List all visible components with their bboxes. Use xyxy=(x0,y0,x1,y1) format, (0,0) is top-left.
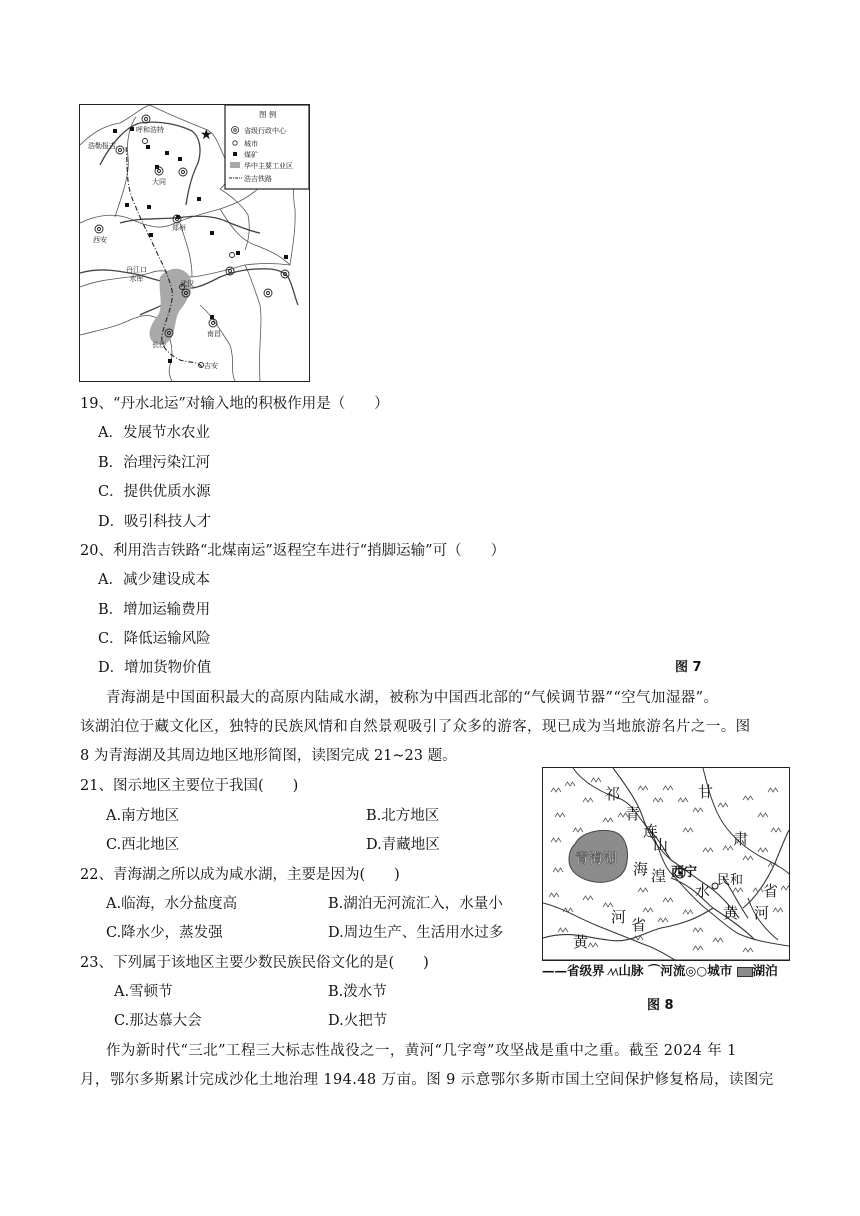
map7-legend-item-coal: 煤矿 xyxy=(244,151,258,159)
mountain-symbol xyxy=(658,918,668,922)
mountain-symbol xyxy=(758,813,768,817)
q21-option-c[interactable]: C.西北地区 xyxy=(106,837,180,853)
q19-option-b[interactable]: B．治理污染江河 xyxy=(98,455,211,471)
mountain-symbol xyxy=(771,828,781,832)
mountain-symbol xyxy=(551,838,561,842)
q20-option-b[interactable]: B．增加运输费用 xyxy=(98,602,211,618)
mountain-symbol xyxy=(563,908,573,912)
mountain-symbol xyxy=(693,946,703,950)
map7-label-zhengzhou: 郑州 xyxy=(172,224,186,232)
q22-option-c[interactable]: C.降水少，蒸发强 xyxy=(106,925,223,941)
map8-label-hai: 海 xyxy=(633,860,649,878)
q21-option-d[interactable]: D.青藏地区 xyxy=(366,837,440,853)
passage-1-line-2: 该湖泊位于藏文化区，独特的民族风情和自然景观吸引了众多的游客，现已成为当地旅游名片之一。图 xyxy=(80,719,751,735)
map7-legend-item-capital: 省级行政中心 xyxy=(244,127,286,135)
mountain-symbol xyxy=(743,796,753,800)
map8-legend xyxy=(542,961,778,979)
map8-legend-lake: 湖泊 xyxy=(752,963,778,978)
map8-label-sheng-2: 省 xyxy=(631,916,647,934)
mountain-symbol xyxy=(723,846,733,850)
mountain-symbol xyxy=(583,896,593,900)
mountain-symbol xyxy=(773,908,783,912)
q20-option-c[interactable]: C．降低运输风险 xyxy=(98,631,211,647)
map7-label-nanchang: 南昌 xyxy=(207,330,221,338)
mountain-symbol xyxy=(733,888,743,892)
figure-8-map xyxy=(542,767,790,961)
mountain-symbol xyxy=(718,803,728,807)
mountain-symbol xyxy=(549,893,559,897)
mountain-symbol xyxy=(693,928,703,932)
question-23-stem: 23、下列属于该地区主要少数民族民俗文化的是( ) xyxy=(80,955,429,971)
map8-label-shui: 水 xyxy=(695,882,711,900)
map7-legend-title: 图 例 xyxy=(259,110,277,119)
map8-lake-label: 青海湖 xyxy=(575,851,617,867)
q19-option-a[interactable]: A．发展节水农业 xyxy=(98,425,210,441)
mountain-symbol xyxy=(553,868,563,872)
map8-label-huang-2: 湟 xyxy=(651,867,667,885)
map8-label-he-river: 河 xyxy=(754,904,770,922)
q23-option-a[interactable]: A.雪顿节 xyxy=(114,984,173,1000)
q21-option-b[interactable]: B.北方地区 xyxy=(366,808,440,824)
figure-7-map xyxy=(79,104,310,382)
map8-legend-mountain-icon: ⁄\⁄\ xyxy=(608,968,619,978)
passage-2-line-1: 作为新时代“三北”工程三大标志性战役之一，黄河“几字弯”攻坚战是重中之重。截至 2024 年 1 xyxy=(106,1043,737,1059)
mountain-symbol xyxy=(693,808,703,812)
mountain-symbol xyxy=(758,848,768,852)
map8-legend-lake-icon xyxy=(737,967,753,977)
mountain-symbol xyxy=(678,798,688,802)
map8-label-lian: 连 xyxy=(643,822,659,840)
passage-1-line-3: 8 为青海湖及其周边地区地形简图，读图完成 21~23 题。 xyxy=(80,748,457,764)
map7-label-danjiangkou: 丹江口 水库 xyxy=(126,266,147,283)
map8-legend-mountain: 山脉 xyxy=(618,963,644,978)
map7-label-xian: 西安 xyxy=(93,236,107,244)
q20-option-d[interactable]: D．增加货物价值 xyxy=(98,660,212,676)
map7-legend-item-industrial-zone: 华中主要工业区 xyxy=(244,162,293,170)
mountain-symbol xyxy=(768,788,778,792)
map8-label-sheng-1: 省 xyxy=(763,882,779,900)
svg-text:★: ★ xyxy=(200,127,213,143)
map7-label-wuhan: 武汉 xyxy=(180,280,194,288)
mountain-symbol xyxy=(591,778,601,782)
figure-7-caption: 图 7 xyxy=(675,660,702,675)
q23-option-b[interactable]: B.泼水节 xyxy=(328,984,387,1000)
mountain-symbol xyxy=(558,928,568,932)
map8-label-he-2: 河 xyxy=(611,908,627,926)
q23-option-c[interactable]: C.那达慕大会 xyxy=(114,1013,202,1029)
q22-option-a[interactable]: A.临海，水分盐度高 xyxy=(106,896,238,912)
map7-label-hohhot: 呼和浩特 xyxy=(136,126,164,134)
q22-option-b[interactable]: B.湖泊无河流汇入，水量小 xyxy=(328,896,503,912)
question-21-stem: 21、图示地区主要位于我国( ) xyxy=(80,778,299,794)
map7-label-datong: 大同 xyxy=(152,178,166,186)
map7-label-haolebaoji: 浩勒报吉 xyxy=(88,142,116,150)
passage-1-line-1: 青海湖是中国面积最大的高原内陆咸水湖，被称为中国西北部的“气候调节器”“空气加湿器”。 xyxy=(106,690,719,706)
mountain-symbol xyxy=(638,888,648,892)
map8-label-gan: 甘 xyxy=(698,783,714,801)
mountain-symbol xyxy=(663,898,673,902)
q21-option-a[interactable]: A.南方地区 xyxy=(106,808,180,824)
map8-label-minhe: 民和 xyxy=(717,873,744,888)
map8-legend-city: 城市 xyxy=(707,963,733,978)
mountain-symbol xyxy=(743,856,753,860)
mountain-symbol xyxy=(603,818,613,822)
mountain-symbol xyxy=(683,910,693,914)
map7-label-changsha: 长沙 xyxy=(152,341,166,349)
mountain-symbol xyxy=(555,813,565,817)
mountain-symbol xyxy=(753,888,763,892)
figure-8-caption: 图 8 xyxy=(647,998,674,1013)
mountain-symbol xyxy=(551,788,561,792)
map7-label-jian: 吉安 xyxy=(204,362,218,370)
q19-option-c[interactable]: C．提供优质水源 xyxy=(98,484,211,500)
q20-option-a[interactable]: A．减少建设成本 xyxy=(98,572,210,588)
mountain-symbol xyxy=(643,908,653,912)
mountain-symbol xyxy=(713,938,723,942)
map8-legend-border-symbol: —— xyxy=(542,963,567,978)
mountain-symbol xyxy=(683,828,693,832)
map8-label-qing: 青 xyxy=(625,805,641,823)
map8-legend-river: 河流 xyxy=(660,963,686,978)
mountain-symbol xyxy=(703,848,713,852)
mountain-symbol xyxy=(663,786,673,790)
mountain-symbol xyxy=(638,786,648,790)
mountain-symbol xyxy=(573,828,583,832)
mountain-symbol xyxy=(588,943,598,947)
map7-legend-item-railway: 浩吉铁路 xyxy=(244,175,272,183)
question-22-stem: 22、青海湖之所以成为咸水湖，主要是因为( ) xyxy=(80,867,400,883)
map8-legend-border: 省级界 xyxy=(567,963,605,978)
map8-legend-city-icon: ◎○ xyxy=(685,963,708,978)
map8-label-shan: 山 xyxy=(653,836,669,854)
q23-option-d[interactable]: D.火把节 xyxy=(328,1013,388,1029)
map8-label-qi: 祁 xyxy=(605,785,621,803)
mountain-symbol xyxy=(781,886,789,890)
mountain-symbol xyxy=(743,948,753,952)
mountain-symbol xyxy=(565,782,575,786)
mountain-symbol xyxy=(653,798,663,802)
q22-option-d[interactable]: D.周边生产、生活用水过多 xyxy=(328,925,504,941)
passage-2-line-2: 月，鄂尔多斯累计完成沙化土地治理 194.48 万亩。图 9 示意鄂尔多斯市国土空间保护修复格局，读图完 xyxy=(80,1072,774,1088)
question-19-stem: 19、“丹水北运”对输入地的积极作用是（ ） xyxy=(80,396,389,412)
q19-option-d[interactable]: D．吸引科技人才 xyxy=(98,514,212,530)
question-20-stem: 20、利用浩吉铁路“北煤南运”返程空车进行“捎脚运输”可（ ） xyxy=(80,543,506,559)
map8-label-xining: 西宁 xyxy=(671,865,698,880)
map8-label-huang-south: 黄 xyxy=(573,933,589,951)
map8-legend-river-icon: ⌒ xyxy=(647,963,661,978)
map8-label-huang-river: 黄 xyxy=(723,904,739,922)
map8-label-su: 肃 xyxy=(733,830,749,848)
mountain-symbol xyxy=(583,798,593,802)
map7-legend-item-city: 城市 xyxy=(244,140,258,148)
